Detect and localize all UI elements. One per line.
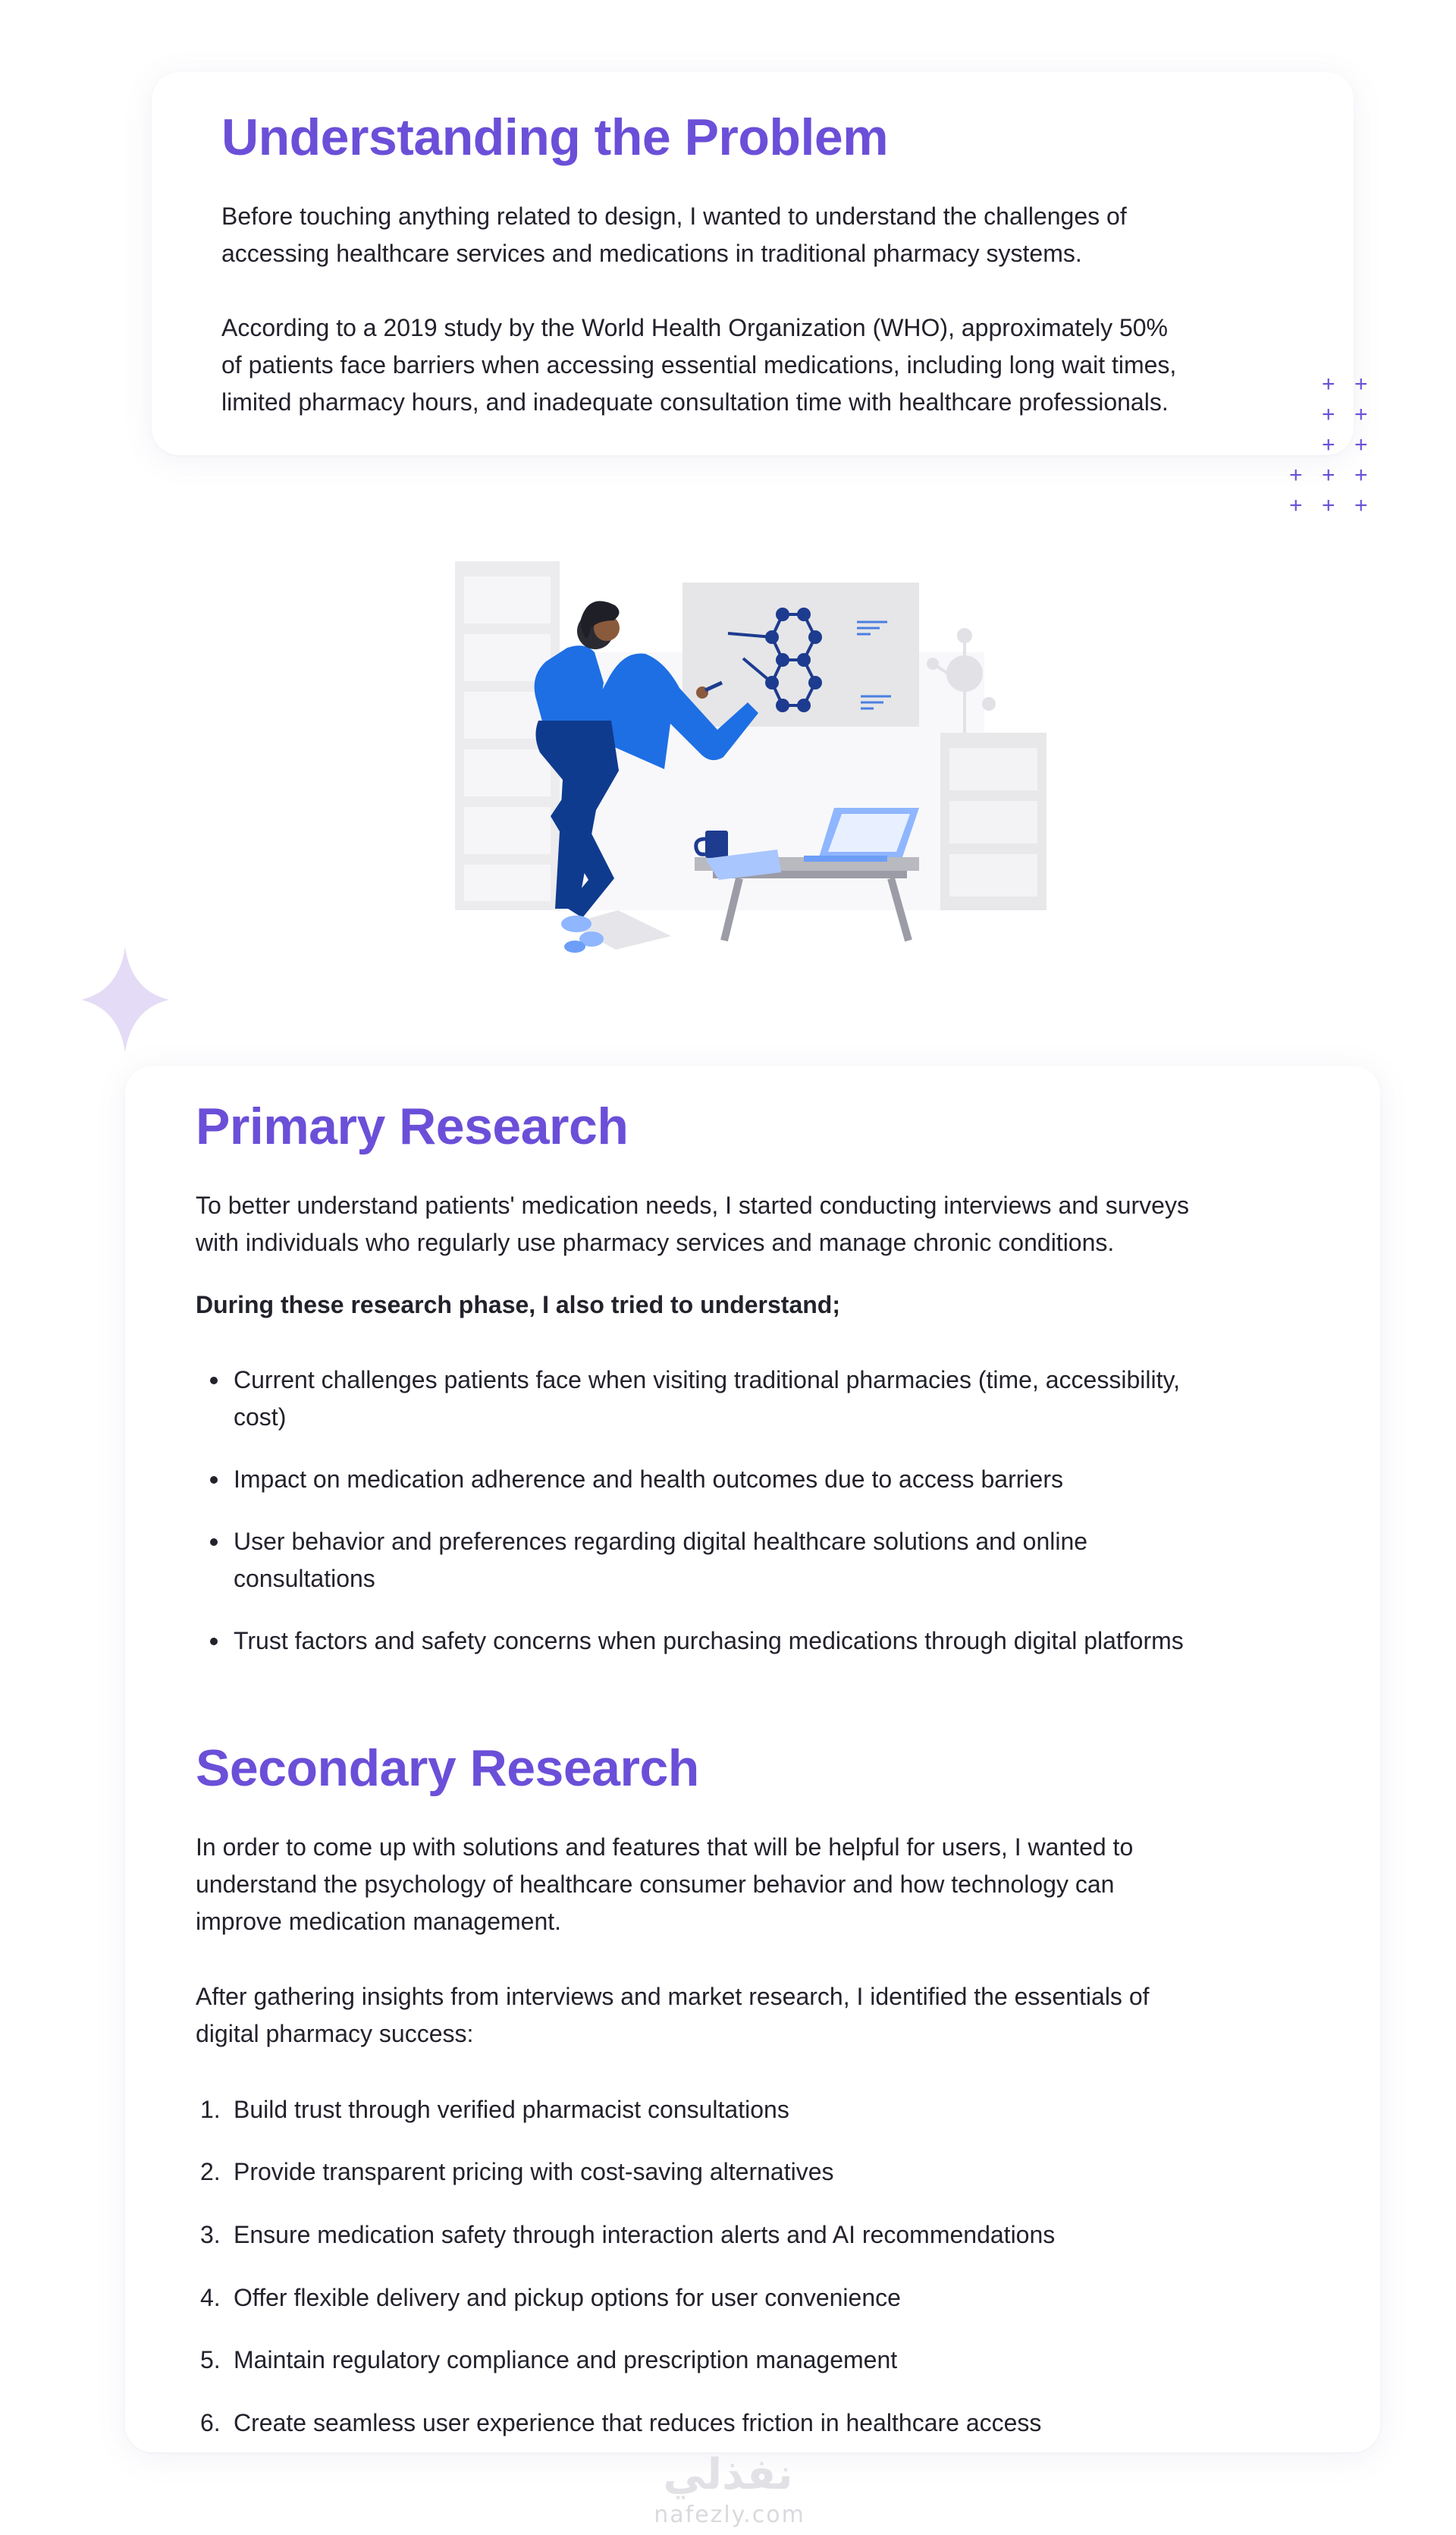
primary-bullet-list <box>196 1362 1333 1680</box>
problem-card <box>152 72 1354 455</box>
item-text: Create seamless user experience that reduces friction in healthcare access <box>234 2409 1042 2436</box>
list-item <box>196 1362 1180 1436</box>
bullet-text-line-1: User behavior and preferences regarding digital healthcare solutions and online <box>234 1528 1088 1555</box>
secondary-paragraph-1-line-2: understand the psychology of healthcare consumer behavior and how technology can <box>196 1871 1115 1898</box>
item-text: Offer flexible delivery and pickup options for user convenience <box>234 2284 901 2311</box>
list-item <box>196 2405 1041 2442</box>
plus-icon: + <box>1322 432 1335 457</box>
plus-icon: + <box>1354 432 1368 457</box>
list-item <box>196 2153 833 2191</box>
list-item <box>196 2091 789 2128</box>
secondary-paragraph-1-line-3: improve medication management. <box>196 1908 562 1935</box>
problem-paragraph-1-line-1: Before touching anything related to design, I wanted to understand the challenges of <box>221 203 1127 230</box>
list-item <box>196 2342 897 2379</box>
problem-title: Understanding the Problem <box>221 108 889 166</box>
item-text: Maintain regulatory compliance and prescription management <box>234 2346 898 2373</box>
item-number: 3. <box>200 2221 221 2248</box>
primary-research-title: Primary Research <box>196 1098 629 1155</box>
bullet-dot <box>210 1377 218 1384</box>
research-card <box>125 1066 1380 2452</box>
item-text: Ensure medication safety through interaction alerts and AI recommendations <box>234 2221 1056 2248</box>
primary-intro-line-1: To better understand patients' medication needs, I started conducting interviews and surveys <box>196 1192 1189 1219</box>
bullet-dot <box>210 1638 218 1645</box>
watermark-site-text: nafezly.com <box>654 2502 805 2528</box>
problem-paragraph-2-line-2: of patients face barriers when accessing essential medications, including long wait times, <box>221 351 1177 379</box>
secondary-numbered-list <box>196 2091 1333 2436</box>
item-text: Provide transparent pricing with cost-saving alternatives <box>234 2158 834 2185</box>
nafezly-logo <box>645 2446 811 2501</box>
list-item <box>196 1523 1087 1597</box>
item-text: Build trust through verified pharmacist consultations <box>234 2096 789 2123</box>
plus-icon: + <box>1354 402 1368 427</box>
bullet-text-line-1: Current challenges patients face when visiting traditional pharmacies (time, accessibility, <box>234 1366 1180 1393</box>
problem-paragraph-2-line-3: limited pharmacy hours, and inadequate consultation time with healthcare professionals. <box>221 388 1169 416</box>
problem-paragraph-2-line-1: According to a 2019 study by the World Health Organization (WHO), approximately 50% <box>221 314 1168 341</box>
plus-icon: + <box>1354 463 1368 488</box>
list-item <box>196 2216 1055 2254</box>
problem-paragraph-1-line-2: accessing healthcare services and medications in traditional pharmacy systems. <box>221 240 1082 267</box>
item-number: 1. <box>200 2096 221 2123</box>
plus-grid-decoration <box>1289 373 1388 525</box>
item-number: 6. <box>200 2409 221 2436</box>
plus-icon: + <box>1322 372 1335 397</box>
plus-icon: + <box>1322 402 1335 427</box>
bullet-dot <box>210 1538 218 1546</box>
secondary-paragraph-2-line-2: digital pharmacy success: <box>196 2020 474 2047</box>
secondary-paragraph-1-line-1: In order to come up with solutions and features that will be helpful for users, I wanted to <box>196 1833 1134 1861</box>
four-point-sparkle-icon <box>80 947 171 1053</box>
primary-intro-line-2: with individuals who regularly use pharmacy services and manage chronic conditions. <box>196 1229 1115 1256</box>
bullet-text-line-1: Trust factors and safety concerns when purchasing medications through digital platforms <box>234 1627 1184 1654</box>
list-item <box>196 1622 1184 1660</box>
list-item <box>196 1461 1063 1498</box>
item-number: 4. <box>200 2284 221 2311</box>
plus-icon: + <box>1289 493 1303 518</box>
researcher-illustration <box>455 561 1062 971</box>
bullet-dot <box>210 1476 218 1484</box>
plus-icon: + <box>1322 463 1335 488</box>
plus-icon: + <box>1354 372 1368 397</box>
bullet-text-line-2: consultations <box>234 1565 375 1592</box>
secondary-research-title: Secondary Research <box>196 1739 699 1797</box>
item-number: 5. <box>200 2346 221 2373</box>
plus-icon: + <box>1354 493 1368 518</box>
plus-icon: + <box>1322 493 1335 518</box>
bullet-text-line-1: Impact on medication adherence and health outcomes due to access barriers <box>234 1465 1063 1493</box>
list-item <box>196 2279 901 2317</box>
item-number: 2. <box>200 2158 221 2185</box>
bullet-text-line-2: cost) <box>234 1403 287 1431</box>
primary-lead-text: During these research phase, I also tried to understand; <box>196 1291 840 1318</box>
plus-icon: + <box>1289 463 1303 488</box>
secondary-paragraph-2-line-1: After gathering insights from interviews and market research, I identified the essentials of <box>196 1983 1150 2010</box>
logo-text: نفذلي <box>663 2450 793 2499</box>
